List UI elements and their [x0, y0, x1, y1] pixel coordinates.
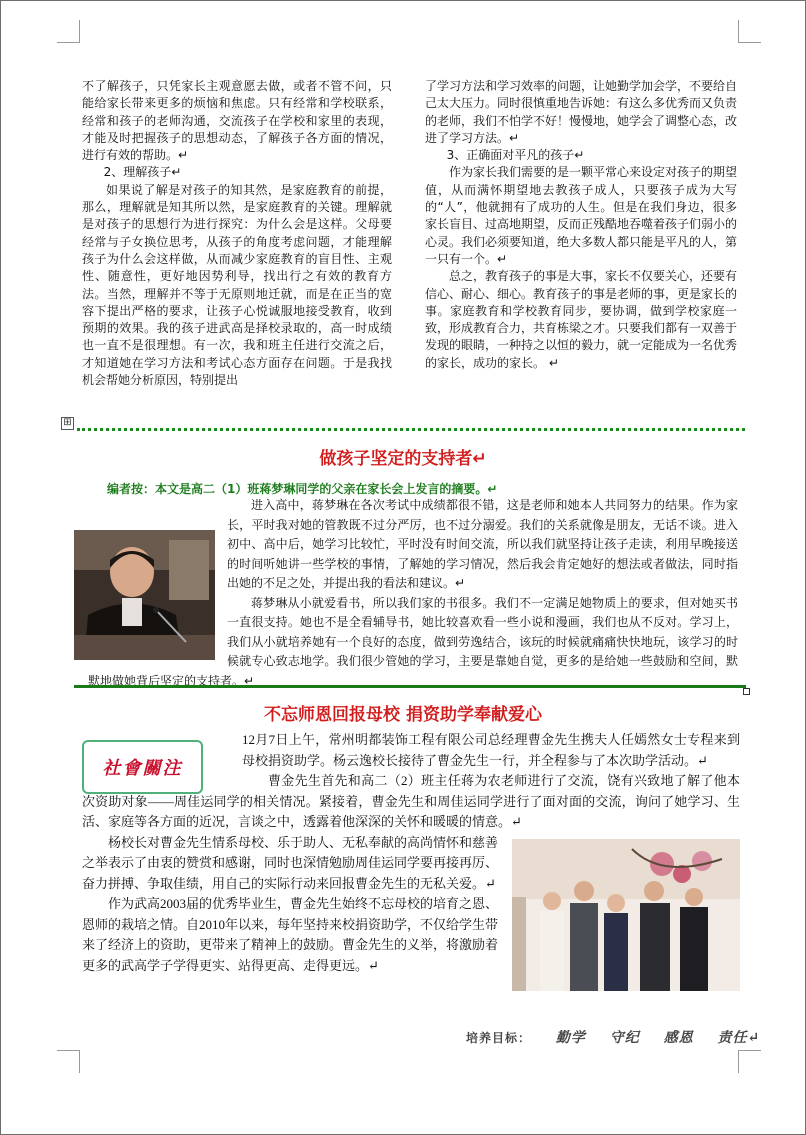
crop-mark-top-right	[738, 20, 761, 43]
section-title: 不忘师恩回报母校 捐资助学奉献爱心	[264, 705, 542, 725]
resize-handle[interactable]	[743, 688, 750, 695]
paragraph: 杨校长对曹金先生情系母校、乐于助人、无私奉献的高尚情怀和慈善之举表示了由衷的赞赏和感谢，同时也深情勉励周佳运同学要再接再厉、奋力拼搏、争取佳绩，用自己的实际行动来回报曹金先生的无私关爱。↵	[82, 834, 499, 891]
paragraph: 作为武高2003届的优秀毕业生，曹金先生始终不忘母校的培育之恩、恩师的栽培之情。自2010年以来，每年坚持来校捐资助学，不仅给学生带来了经济上的资助，更带来了精神上的鼓励。曹金先生的义举，将激励着更多的武高学子学得更实、站得更高、走得更远。↵	[82, 896, 499, 973]
footer-motto: 勤学 守纪 感恩 责任↵	[555, 1030, 761, 1046]
section-title: 做孩子坚定的支持者↵	[319, 449, 487, 469]
paragraph: 总之，教育孩子的事是大事，家长不仅要关心，还要有信心、耐心、细心。教育孩子的事是老师的事，更是家长的事。家庭教育和学校教育同步，要协调，做到学校家庭一致，形成教育合力，共育栋梁之才。只要我们都有一双善于发现的眼睛，一种持之以恒的毅力，就一定能成为一名优秀的家长，成功的家长。 ↵	[425, 269, 738, 370]
crop-mark-top-left	[57, 20, 80, 43]
footer-label: 培养目标：	[466, 1031, 532, 1045]
dotted-divider	[77, 428, 745, 431]
paragraph: 如果说了解是对孩子的知其然，是家庭教育的前提，那么，理解就是知其所以然，是家庭教育的关键。理解就是对孩子的思想行为进行探究：为什么会是这样。父母要经常与子女换位思考，从孩子的角度考虑问题，才能理解孩子为什么会这样做，从而减少家庭教育的盲目性、主观性、随意性，更好地因势利导，找出行之有效的教育方法。当然，理解并不等于无原则地迁就，而是在正当的宽容下提出严格的要求，让孩子心悦诚服地接受教育，收到预期的效果。我的孩子进武高是择校录取的，高一时成绩也一直不是很理想。有一次，我和班主任进行交流之后，才知道她在学习方法和考试心态方面存在问题。于是我找机会帮她分析原因，特别提出	[82, 182, 392, 388]
editor-note: 编者按：本文是高二（1）班蒋梦琳同学的父亲在家长会上发言的摘要。↵	[107, 482, 498, 496]
column-logo-text: 社會關注	[102, 758, 183, 779]
paragraph: 12月7日上午，常州明都装饰工程有限公司总经理曹金先生携夫人任嫣然女士专程来到母校捐资助学。杨云逸校长接待了曹金先生一行，并全程参与了本次助学活动。↵	[242, 732, 740, 768]
crop-mark-bottom-right	[738, 1050, 761, 1073]
paragraph: 曹金先生首先和高二（2）班主任蒋为农老师进行了交流，饶有兴致地了解了他本次资助对象——周佳运同学的相关情况。紧接着，曹金先生和周佳运同学进行了面对面的交流，询问了她学习、生活、家庭等各方面的近况，言谈之中，透露着他深深的关怀和暖暖的情意。↵	[82, 773, 740, 829]
solid-divider	[74, 685, 746, 688]
table-move-handle-icon[interactable]: ⊞	[61, 417, 74, 430]
group-photo	[512, 839, 740, 991]
speaker-photo	[74, 530, 215, 660]
subheading: 2、理解孩子↵	[103, 165, 182, 180]
article-column-left	[82, 78, 392, 389]
paragraph: 不了解孩子，只凭家长主观意愿去做，或者不管不问，只能给家长带来更多的烦恼和焦虑。只有经常和学校联系，经常和孩子的老师沟通，交流孩子在学校和家里的表现，才能及时把握孩子的思想动态，了解孩子各方面的情况，进行有效的帮助。↵	[82, 79, 392, 163]
article-column-right	[425, 78, 737, 372]
paragraph: 进入高中，蒋梦琳在各次考试中成绩都很不错，这是老师和她本人共同努力的结果。作为家长，平时我对她的管教既不过分严厉，也不过分溺爱。我们的关系就像是朋友，无话不谈。进入初中、高中后，她学习比较忙，平时没有时间交流，所以我们就坚持让孩子走读，利用早晚接送的时间听她讲一些学校的事情，了解她的学习情况，然后我会肯定她好的想法或者做法，同时指出她的不足之处，并提出我的看法和建议。↵	[227, 498, 738, 590]
page-footer	[466, 1027, 760, 1047]
crop-mark-bottom-left	[57, 1050, 80, 1073]
paragraph: 了学习方法和学习效率的问题，让她勤学加会学，不要给自己太大压力。同时很慎重地告诉她：有这么多优秀而又负责的老师，我们不怕学不好！慢慢地，她学会了调整心态，改进了学习方法。↵	[425, 79, 738, 145]
section-body	[88, 496, 738, 691]
paragraph: 作为家长我们需要的是一颗平常心来设定对孩子的期望值，从而满怀期望地去教孩子成人，只要孩子成为大写的“人”，他就拥有了成功的人生。但是在我们身边，很多家长盲目、过高地期望，反而正残酷地吞噬着孩子们弱小的心灵。我们必须要知道，绝大多数人都只能是平凡的人，第一只有一个。↵	[425, 165, 738, 266]
subheading: 3、正确面对平凡的孩子↵	[446, 148, 585, 163]
paragraph: 蒋梦琳从小就爱看书，所以我们家的书很多。我们不一定满足她物质上的要求，但对她买书一直很支持。她也不是全看辅导书，她比较喜欢看一些小说和漫画，我们也从不反对。学习上，我们从小就培养她有一个良好的态度，做到劳逸结合，该玩的时候就痛痛快快地玩，该学习的时候就专心致志地学。我们很少管她的学习，主要是靠她自觉，更多的是给她一些鼓励和空间，默默地做她背后坚定的支持者。↵	[88, 595, 738, 688]
section-body	[82, 730, 740, 991]
